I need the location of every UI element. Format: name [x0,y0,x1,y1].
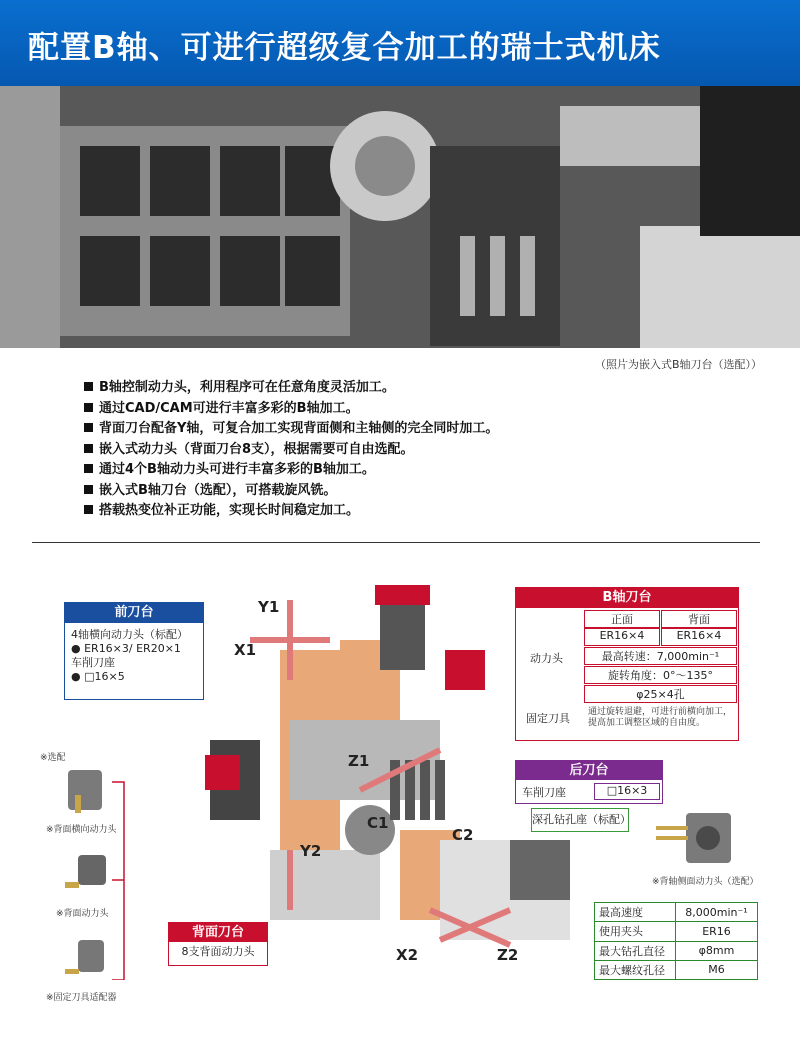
bullet-square-icon [84,464,93,473]
col-header-back: 背面 [661,610,737,628]
b-axis-turret-title: B轴刀台 [516,588,738,608]
power-head-front: ER16×4 [584,628,660,646]
front-turret-title: 前刀台 [65,603,203,623]
option-label: ※背面横向动力头 [46,825,117,835]
axis-label-z1: Z1 [348,752,370,770]
option-back-power-head-icon [60,850,110,900]
axis-label-x1: X1 [234,641,257,659]
bullet-square-icon [84,403,93,412]
feature-item: B轴控制动力头，利用程序可在任意角度灵活加工。 [84,378,498,399]
feature-item: 通过CAD/CAM可进行丰富多彩的B轴加工。 [84,399,498,420]
option-label: ※背面动力头 [56,909,109,919]
bullet-square-icon [84,444,93,453]
row-label-fixed-tool: 固定刀具 [526,712,570,725]
front-turret-line: 车削刀座 [71,656,115,669]
page-header [0,0,800,86]
b-axis-note: 通过旋转退避，可进行前横向加工，提高加工调整区域的自由度。 [588,707,733,728]
machine-photo-illustration [0,86,800,348]
rear-turret-label: 车削刀座 [522,786,566,799]
rear-turret-title: 后刀台 [516,761,662,780]
page-title: 配置B轴、可进行超级复合加工的瑞士式机床 [28,30,661,66]
machine-photo [0,86,800,348]
rear-turret-value: □16×3 [594,783,660,800]
rotation-angle: 旋转角度：0°～135° [584,666,737,684]
axis-label-c1: C1 [367,814,389,832]
rear-turret-box [515,760,663,804]
axis-label-x2: X2 [396,946,419,964]
deep-hole-holder-label: 深孔钻孔座（标配） [531,808,629,832]
bullet-square-icon [84,423,93,432]
axis-label-b: B [436,702,448,720]
spec-table [594,902,758,980]
row-label-power-head: 动力头 [530,652,563,665]
back-turret-title: 背面刀台 [169,923,267,942]
b-axis-turret-box [515,587,739,741]
axis-label-c2: C2 [452,826,474,844]
bullet-square-icon [84,505,93,514]
feature-item: 嵌入式动力头（背面刀台8支），根据需要可自由选配。 [84,440,498,461]
table-row: 最高速度 8,000min⁻¹ [595,903,758,922]
axis-label-z2: Z2 [497,946,519,964]
feature-list [84,378,498,522]
feature-item: 背面刀台配备Y轴，可复合加工实现背面侧和主轴侧的完全同时加工。 [84,419,498,440]
axis-label-y2: Y2 [300,842,322,860]
option-side-power-head-icon [60,765,110,815]
option-fixed-tool-adapter-icon [60,935,110,985]
max-speed: 最高转速：7,000min⁻¹ [584,647,737,665]
feature-item: 嵌入式B轴刀台（选配），可搭载旋风铣。 [84,481,498,502]
bullet-square-icon [84,485,93,494]
front-turret-box [64,602,204,700]
photo-caption: （照片为嵌入式B轴刀台（选配）） [594,358,762,371]
section-divider [32,542,760,543]
power-head-back: ER16×4 [661,628,737,646]
back-turret-box [168,922,268,966]
table-row: 使用夹头 ER16 [595,922,758,941]
feature-item: 搭载热变位补正功能，实现长时间稳定加工。 [84,501,498,522]
fixed-tool-value: φ25×4孔 [584,685,737,703]
front-turret-line: ● □16×5 [71,670,125,683]
table-row: 最大钻孔直径 φ8mm [595,941,758,960]
axis-label-y1: Y1 [258,598,280,616]
options-header: ※选配 [40,753,66,763]
front-turret-line: 4轴横向动力头（标配） [71,628,188,641]
option-label: ※固定刀具适配器 [46,993,117,1003]
side-power-head-icon [656,808,736,868]
back-turret-value: 8支背面动力头 [181,945,255,958]
col-header-front: 正面 [584,610,660,628]
side-power-head-note: ※背轴侧面动力头（选配） [652,877,759,887]
front-turret-line: ● ER16×3/ ER20×1 [71,642,181,655]
options-bracket [110,780,130,980]
table-row: 最大螺纹孔径 M6 [595,960,758,979]
bullet-square-icon [84,382,93,391]
feature-item: 通过4个B轴动力头可进行丰富多彩的B轴加工。 [84,460,498,481]
